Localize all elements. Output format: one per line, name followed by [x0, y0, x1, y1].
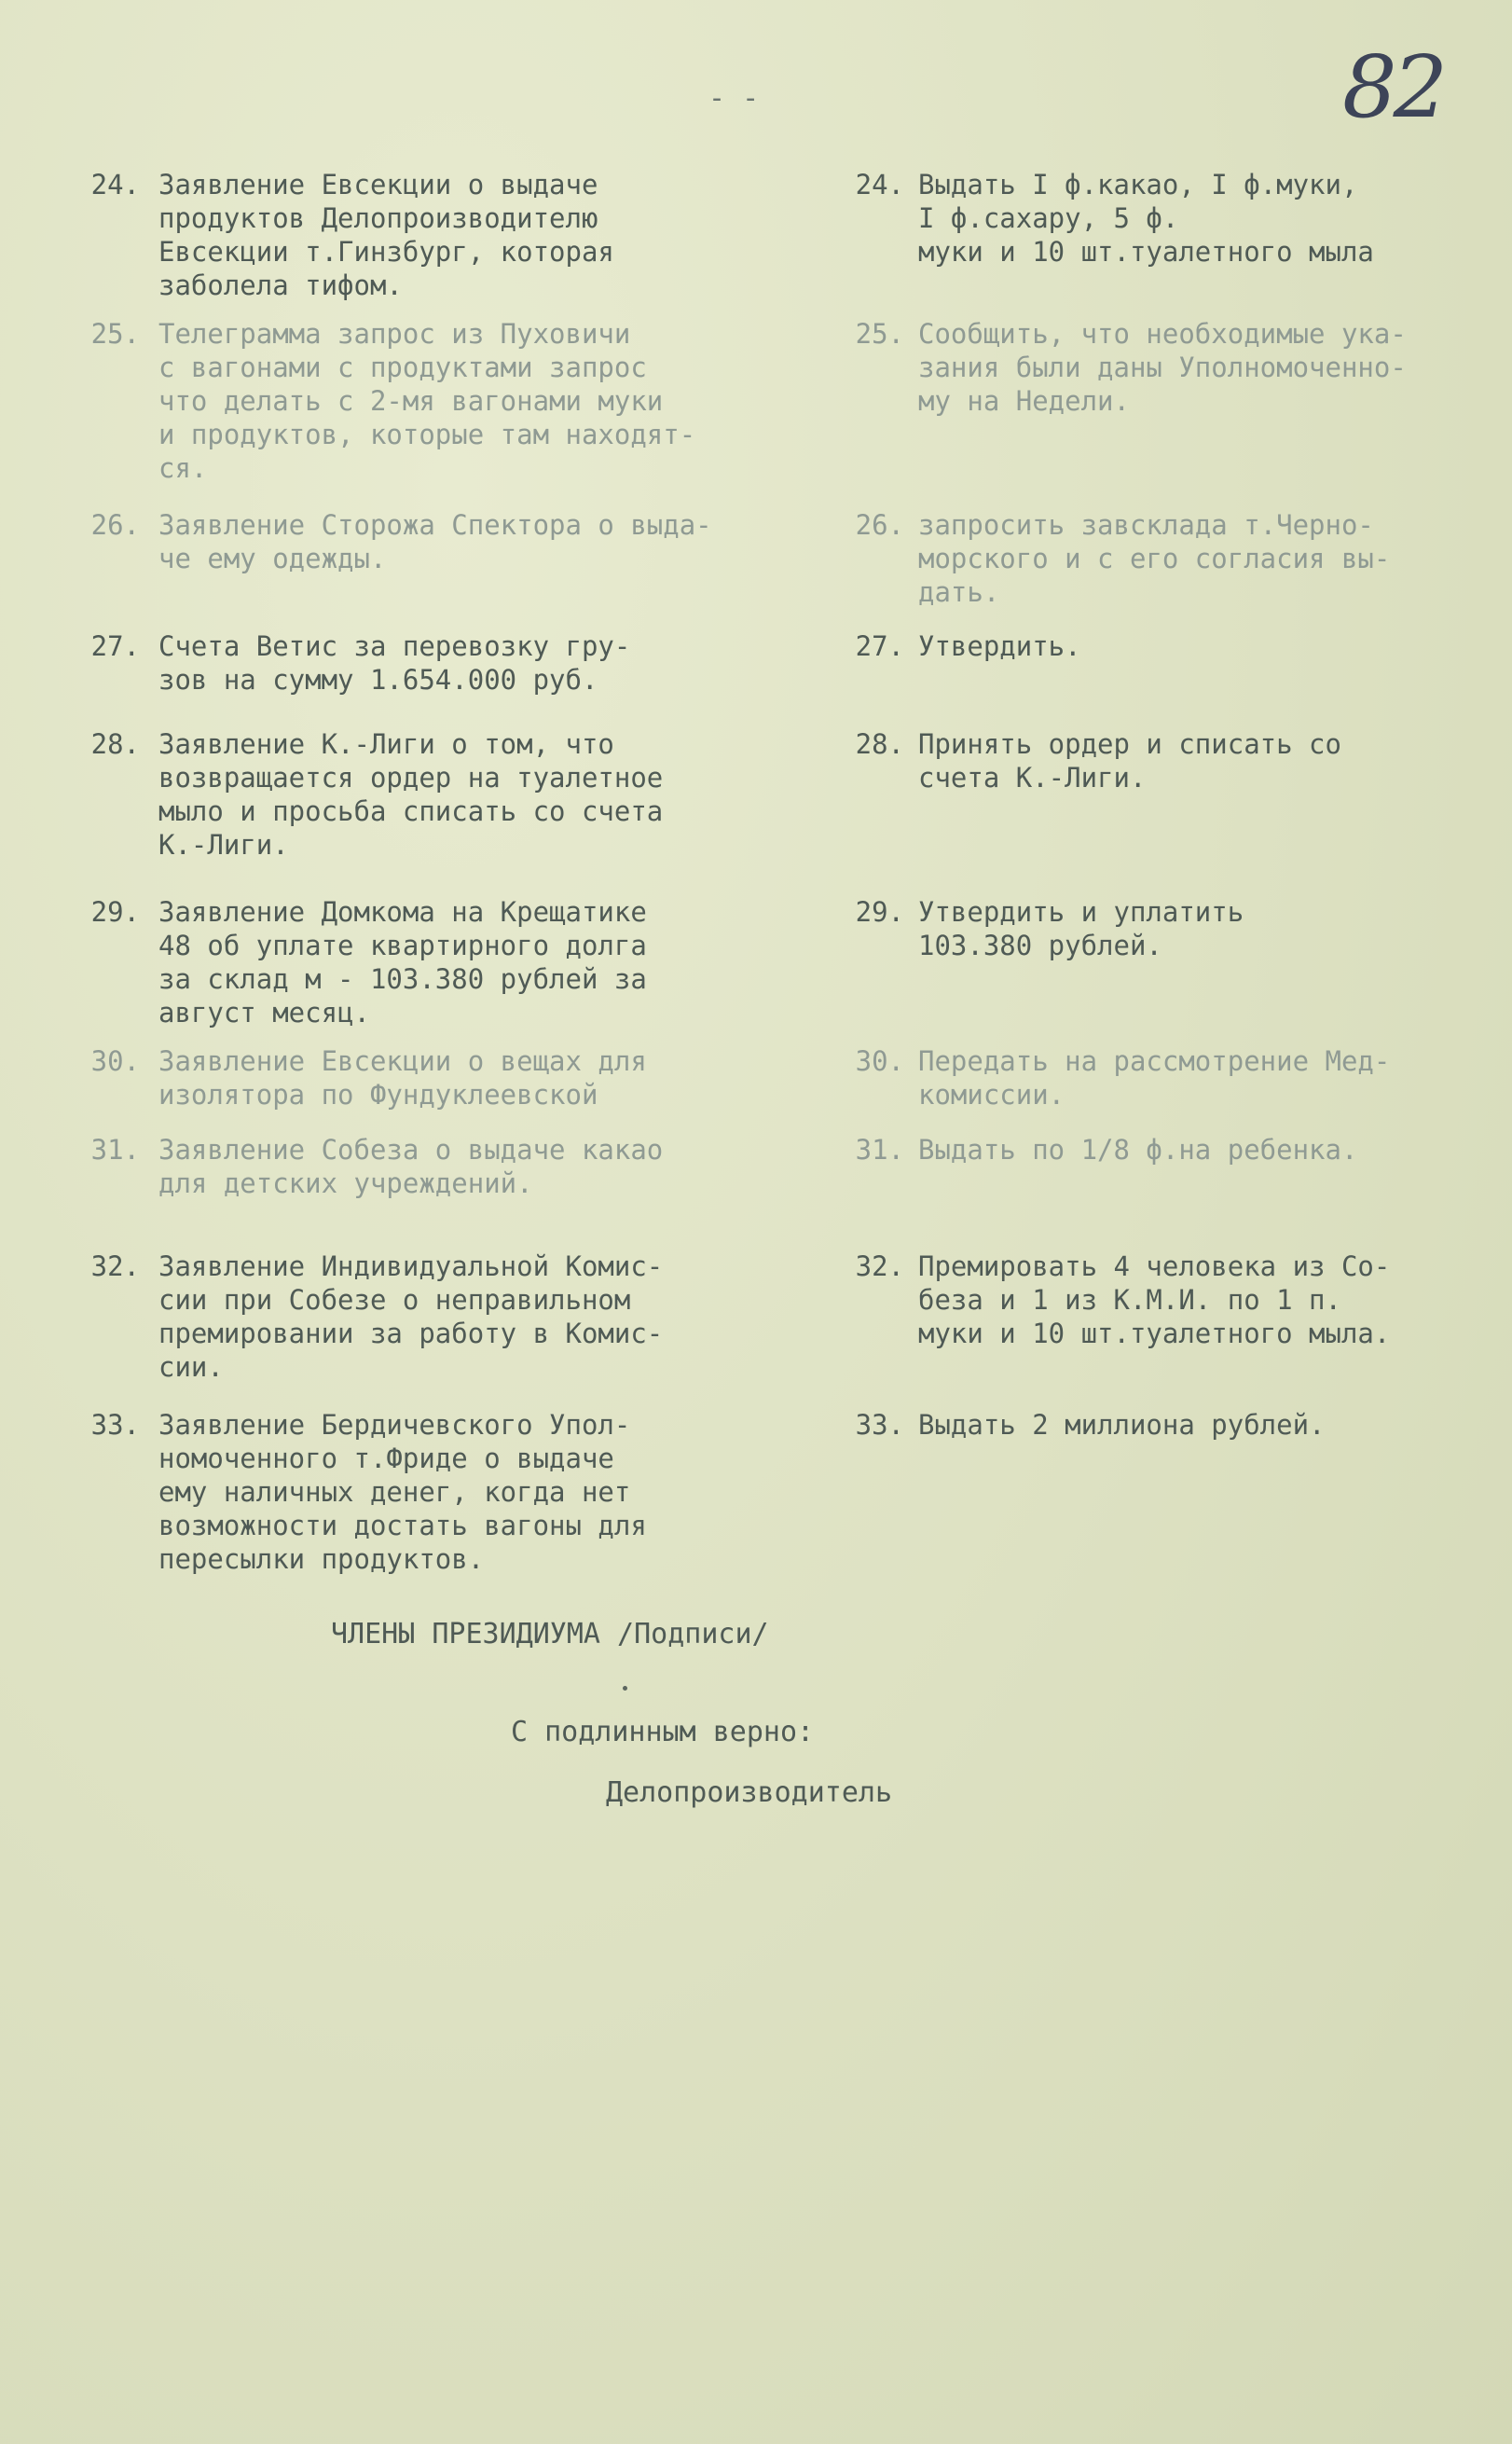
- decision-number: 31.: [855, 1134, 904, 1166]
- item-statement: Заявление Сторожа Спектора о выда- че ему одежды.: [158, 509, 712, 574]
- decision-number: 33.: [855, 1409, 904, 1441]
- decision-text: Принять ордер и списать со счета К.-Лиги.: [918, 728, 1341, 794]
- item-number: 33.: [90, 1409, 140, 1441]
- decision-number: 25.: [855, 318, 904, 350]
- decision-number: 24.: [855, 169, 904, 200]
- item-statement: Заявление Евсекции о вещах для изолятора по Фундуклеевской: [158, 1045, 647, 1111]
- page-number: 82: [1342, 37, 1445, 137]
- item-statement: Заявление Собеза о выдаче какао для детских учреждений.: [158, 1134, 664, 1199]
- decision-number: 27.: [855, 630, 904, 662]
- item-number: 29.: [90, 896, 140, 928]
- decision-number: 28.: [855, 728, 904, 760]
- top-mark: - -: [708, 82, 760, 115]
- decision-number: 30.: [855, 1045, 904, 1077]
- item-statement: Заявление Индивидуальной Комис- сии при Собезе о неправильном премировании за работу в Комис- сии.: [158, 1250, 664, 1383]
- item-number: 30.: [90, 1045, 140, 1077]
- decision-number: 29.: [855, 896, 904, 928]
- item-number: 27.: [90, 630, 140, 662]
- decision-text: Утвердить.: [918, 630, 1081, 662]
- ink-dot: [623, 1686, 627, 1691]
- item-number: 26.: [90, 509, 140, 541]
- item-number: 24.: [90, 169, 140, 200]
- certified-copy-line: С подлинным верно:: [511, 1716, 815, 1748]
- item-statement: Заявление Евсекции о выдаче продуктов Делопроизводителю Евсекции т.Гинзбург, которая заболела тифом.: [158, 169, 614, 301]
- decision-text: Утвердить и уплатить 103.380 рублей.: [918, 896, 1244, 961]
- decision-number: 32.: [855, 1250, 904, 1282]
- decision-text: Передать на рассмотрение Мед- комиссии.: [918, 1045, 1391, 1111]
- decision-text: Премировать 4 человека из Со- беза и 1 из К.М.И. по 1 п. муки и 10 шт.туалетного мыла.: [918, 1250, 1391, 1349]
- item-statement: Заявление Бердичевского Упол- номоченного т.Фриде о выдаче ему наличных денег, когда нет возможности достать вагоны для пересылки продуктов.: [158, 1409, 647, 1575]
- decision-text: Выдать I ф.какао, I ф.муки, I ф.сахару, 5 ф. муки и 10 шт.туалетного мыла: [918, 169, 1374, 268]
- decision-text: Выдать 2 миллиона рублей.: [918, 1409, 1326, 1441]
- decision-text: Выдать по 1/8 ф.на ребенка.: [918, 1134, 1358, 1166]
- presidium-signature-line: ЧЛЕНЫ ПРЕЗИДИУМА /Подписи/: [331, 1618, 769, 1650]
- item-statement: Заявление Домкома на Крещатике 48 об уплате квартирного долга за склад м - 103.380 рублей за август месяц.: [158, 896, 647, 1029]
- decision-number: 26.: [855, 509, 904, 541]
- item-statement: Заявление К.-Лиги о том, что возвращается ордер на туалетное мыло и просьба списать со счета К.-Лиги.: [158, 728, 664, 861]
- item-statement: Телеграмма запрос из Пуховичи с вагонами с продуктами запрос что делать с 2-мя вагонами муки и продуктов, которые там находят- ся.: [158, 318, 696, 484]
- item-number: 31.: [90, 1134, 140, 1166]
- decision-text: Сообщить, что необходимые ука- зания были даны Уполномоченно- му на Недели.: [918, 318, 1407, 417]
- item-statement: Счета Ветис за перевозку гру- зов на сумму 1.654.000 руб.: [158, 630, 631, 696]
- item-number: 28.: [90, 728, 140, 760]
- decision-text: запросить завсклада т.Черно- морского и с его согласия вы- дать.: [918, 509, 1391, 608]
- item-number: 32.: [90, 1250, 140, 1282]
- item-number: 25.: [90, 318, 140, 350]
- clerk-line: Делопроизводитель: [606, 1776, 893, 1809]
